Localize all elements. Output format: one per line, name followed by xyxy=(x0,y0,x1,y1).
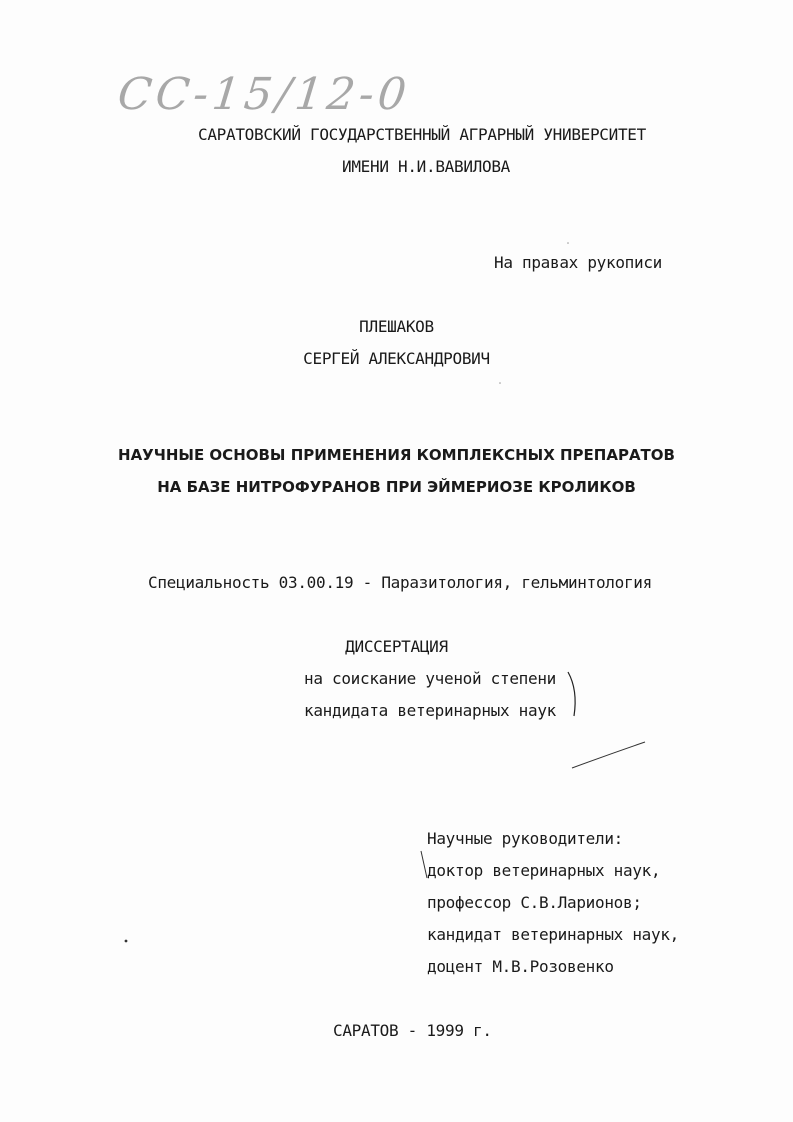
bracket-mark xyxy=(568,672,575,716)
dissertation-label: ДИССЕРТАЦИЯ xyxy=(345,637,448,656)
supervisors-heading: Научные руководители: xyxy=(427,829,623,848)
degree-line-1: на соискание ученой степени xyxy=(304,669,556,688)
dissertation-title-line-2: НА БАЗЕ НИТРОФУРАНОВ ПРИ ЭЙМЕРИОЗЕ КРОЛИКОВ xyxy=(157,478,636,496)
scan-speck xyxy=(567,242,569,244)
supervisor-line-2: профессор С.В.Ларионов; xyxy=(427,893,642,912)
supervisor-line-4: доцент М.В.Розовенко xyxy=(427,957,614,976)
scan-speck xyxy=(499,382,501,384)
manuscript-rights-note: На правах рукописи xyxy=(494,253,662,272)
pen-stroke-mark xyxy=(572,742,645,768)
specialty-line: Специальность 03.00.19 - Паразитология, гельминтология xyxy=(148,573,652,592)
author-given-names: СЕРГЕЙ АЛЕКСАНДРОВИЧ xyxy=(303,349,490,368)
author-surname: ПЛЕШАКОВ xyxy=(359,317,434,336)
handwritten-archive-stamp: СС-15/12-0 xyxy=(115,69,413,120)
ink-dot xyxy=(125,940,128,943)
supervisor-line-3: кандидат ветеринарных наук, xyxy=(427,925,679,944)
degree-line-2: кандидата ветеринарных наук xyxy=(304,701,556,720)
university-name-line-2: ИМЕНИ Н.И.ВАВИЛОВА xyxy=(342,157,510,176)
place-and-year: САРАТОВ - 1999 г. xyxy=(333,1021,492,1040)
university-name-line-1: САРАТОВСКИЙ ГОСУДАРСТВЕННЫЙ АГРАРНЫЙ УНИВЕРСИТЕТ xyxy=(198,125,646,144)
dissertation-title-line-1: НАУЧНЫЕ ОСНОВЫ ПРИМЕНЕНИЯ КОМПЛЕКСНЫХ ПРЕПАРАТОВ xyxy=(118,446,675,464)
supervisor-line-1: доктор ветеринарных наук, xyxy=(427,861,661,880)
